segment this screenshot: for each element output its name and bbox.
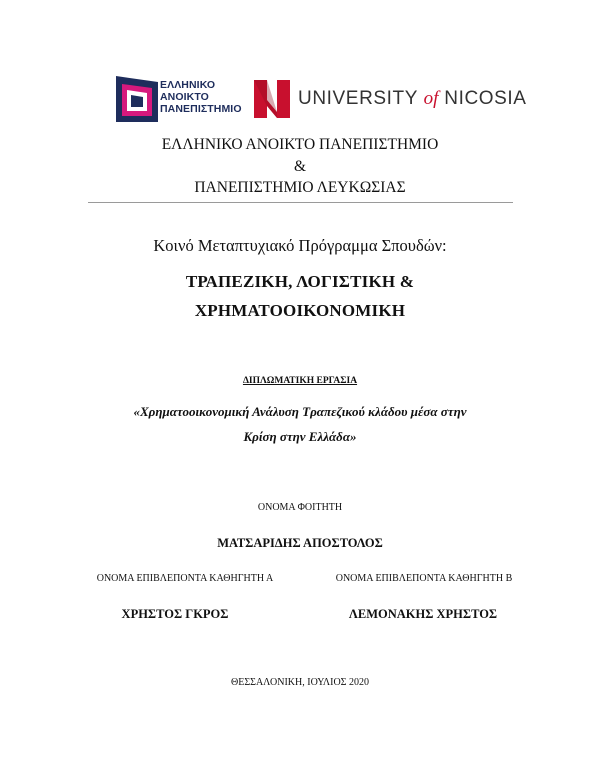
supervisor-a-label: ΟΝΟΜΑ ΕΠΙΒΛΕΠΟΝΤΑ ΚΑΘΗΓΗΤΗ Α (96, 573, 274, 584)
hou-logo-text (160, 79, 242, 115)
unic-logo-icon (254, 80, 290, 118)
hou-logo-icon (116, 76, 158, 122)
hou-logo-line: ΠΑΝΕΠΙΣΤΗΜΙΟ (160, 103, 242, 115)
program-title-line-1: ΤΡΑΠΕΖΙΚΗ, ΛΟΓΙΣΤΙΚΗ & (185, 272, 415, 291)
unic-word-of: of (423, 88, 439, 109)
program-title-line-2: ΧΡΗΜΑΤΟΟΙΚΟΝΟΜΙΚΗ (194, 301, 406, 320)
unic-logo-text (298, 88, 527, 110)
program-label: Κοινό Μεταπτυχιακό Πρόγραμμα Σπουδών: (153, 236, 447, 255)
unic-word-nicosia: NICOSIA (444, 88, 527, 109)
hou-logo (116, 76, 242, 122)
hou-logo-line: ΑΝΟΙΚΤΟ (160, 91, 209, 103)
institution-1: ΕΛΛΗΝΙΚΟ ΑΝΟΙΚΤΟ ΠΑΝΕΠΙΣΤΗΜΙΟ (161, 136, 439, 153)
student-label: ΟΝΟΜΑ ΦΟΙΤΗΤΗ (257, 502, 343, 513)
institution-2: ΠΑΝΕΠΙΣΤΗΜΙΟ ΛΕΥΚΩΣΙΑΣ (194, 179, 406, 196)
ampersand: & (293, 158, 307, 175)
thesis-title-line-1: «Χρηματοοικονομική Ανάλυση Τραπεζικού κλάδου μέσα στην (133, 404, 467, 419)
supervisor-b-label: ΟΝΟΜΑ ΕΠΙΒΛΕΠΟΝΤΑ ΚΑΘΗΓΗΤΗ Β (335, 573, 513, 584)
thesis-title-line-2: Κρίση στην Ελλάδα» (243, 429, 357, 444)
unic-logo (254, 80, 527, 120)
thesis-label: ΔΙΠΛΩΜΑΤΙΚΗ ΕΡΓΑΣΙΑ (242, 376, 358, 386)
supervisor-b-name: ΛΕΜΟΝΑΚΗΣ ΧΡΗΣΤΟΣ (348, 607, 498, 621)
header-divider (88, 202, 513, 203)
hou-logo-line: ΕΛΛΗΝΙΚΟ (160, 79, 216, 91)
supervisor-a-name: ΧΡΗΣΤΟΣ ΓΚΡΟΣ (121, 607, 229, 621)
unic-word-university: UNIVERSITY (298, 88, 418, 109)
student-name: ΜΑΤΣΑΡΙΔΗΣ ΑΠΟΣΤΟΛΟΣ (217, 536, 383, 550)
place-date: ΘΕΣΣΑΛΟΝΙΚΗ, ΙΟΥΛΙΟΣ 2020 (230, 677, 369, 688)
